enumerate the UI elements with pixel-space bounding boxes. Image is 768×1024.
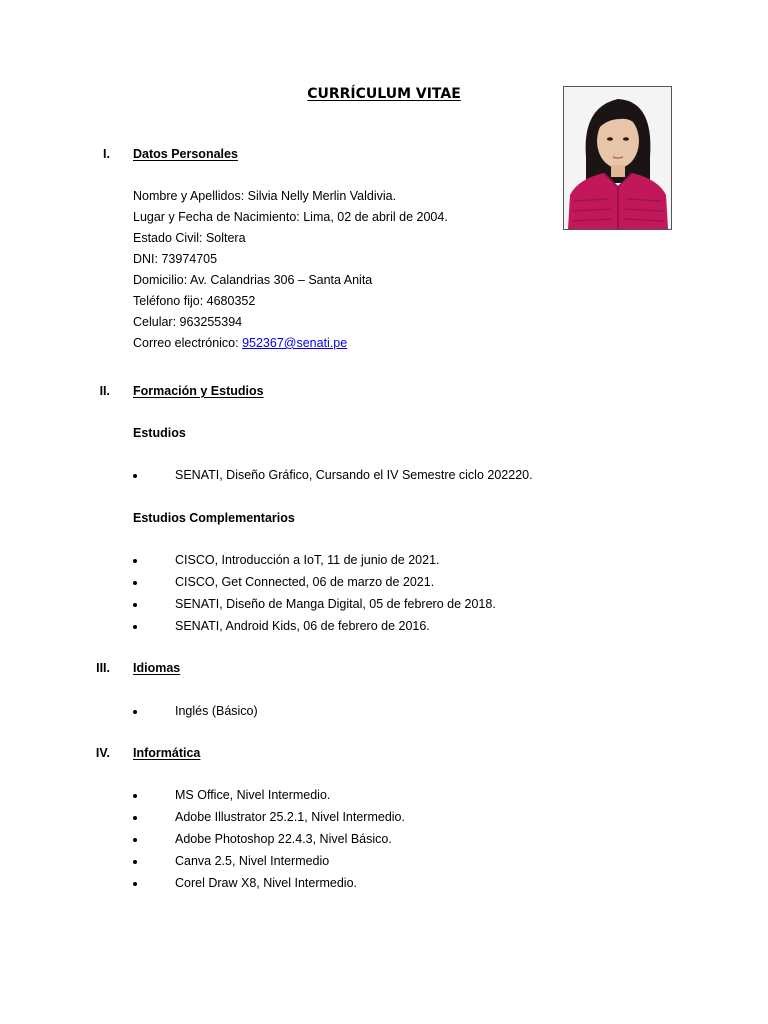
section-1-title: Datos Personales (133, 147, 238, 161)
profile-photo (563, 86, 672, 230)
personal-name: Nombre y Apellidos: Silvia Nelly Merlin Valdivia. (133, 189, 397, 203)
personal-birth: Lugar y Fecha de Nacimiento: Lima, 02 de abril de 2004. (133, 210, 448, 224)
section-4-number: IV. (95, 746, 110, 760)
section-4-title: Informática (133, 746, 201, 760)
personal-phone: Teléfono fijo: 4680352 (133, 294, 256, 308)
personal-email-row (133, 336, 347, 350)
bullet-icon (133, 559, 137, 563)
complementary-studies-subtitle: Estudios Complementarios (133, 511, 295, 525)
document-title: CURRÍCULUM VITAE (307, 86, 461, 102)
bullet-icon (133, 794, 137, 798)
bullet-icon (133, 860, 137, 864)
bullet-icon (133, 603, 137, 607)
section-3-title: Idiomas (133, 661, 181, 675)
cv-page: CURRÍCULUM VITAE I. Datos Personales Nombre y Apellidos: Silvia Nelly Merlin Valdivia. Lugar y Fecha de Nacimiento: Lima, 02 de abril de 2004. Estado Civil: Soltera DNI: 73974705 Domicilio: Av. Calandrias 306 – Santa Anita Teléfono fijo: 4680352 Celular: 963255394 Correo electrónico: 952367@senati.pe II. Formación y Estudios Estudios SENATI, Diseño Gráfico, Cursando el IV Semestre ciclo 202220. Estudios Complementarios CISCO, Introducción a IoT, 11 de junio de 2021. CISCO, Get Connected, 06 de marzo de 2021. SENATI, Diseño de Manga Digital, 05 de febrero de 2018. SENATI, Android Kids, 06 de febrero de 2016. III. Idiomas Inglés (Básico) IV. Informática MS Office, Nivel Intermedio. Adobe Illustrator 25.2.1, Nivel Intermedio. Adobe Photoshop 22.4.3, Nivel Básico. Canva 2.5, Nivel Intermedio Corel Draw X8, Nivel Intermedio. (0, 0, 768, 1024)
personal-mobile: Celular: 963255394 (133, 315, 243, 329)
bullet-icon (133, 625, 137, 629)
bullet-icon (133, 816, 137, 820)
email-label: Correo electrónico: (133, 336, 243, 350)
bullet-icon (133, 838, 137, 842)
section-1-number: I. (103, 147, 110, 161)
section-2-number: II. (99, 384, 110, 398)
studies-subtitle: Estudios (133, 426, 186, 440)
bullet-icon (133, 474, 137, 478)
section-3-number: III. (96, 661, 110, 675)
personal-civil-status: Estado Civil: Soltera (133, 231, 246, 245)
bullet-icon (133, 882, 137, 886)
bullet-icon (133, 581, 137, 585)
personal-address: Domicilio: Av. Calandrias 306 – Santa Anita (133, 273, 373, 287)
portrait-photo-icon (564, 87, 671, 229)
email-link[interactable]: 952367@senati.pe (242, 336, 348, 350)
personal-dni: DNI: 73974705 (133, 252, 218, 266)
section-2-title: Formación y Estudios (133, 384, 264, 398)
bullet-icon (133, 710, 137, 714)
